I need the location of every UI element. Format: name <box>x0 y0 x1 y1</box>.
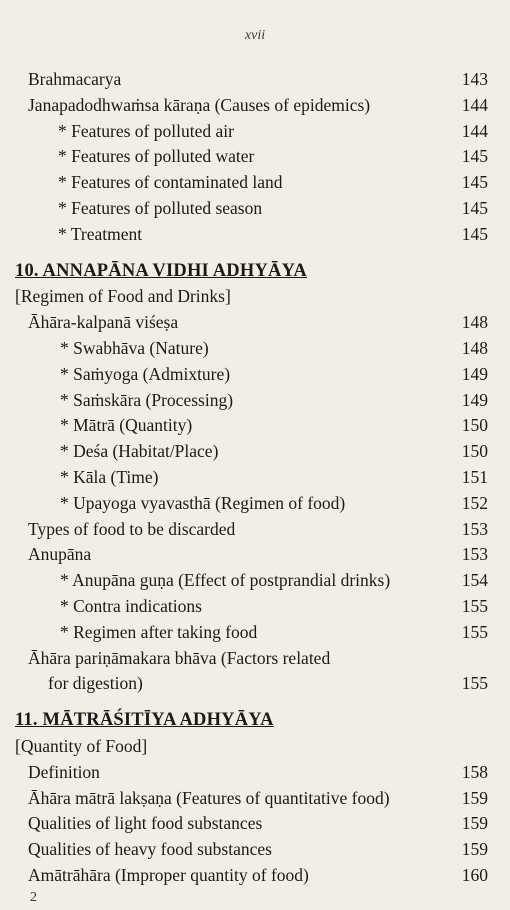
chapter-10-subtitle-row <box>0 284 510 310</box>
section-top-entries <box>0 67 510 248</box>
toc-entry <box>0 119 510 145</box>
toc-entry-page: 160 <box>461 864 488 885</box>
chapter-10-subtitle: [Regimen of Food and Drinks] <box>15 286 231 307</box>
toc-entry-page: 153 <box>461 518 488 539</box>
toc-entry-page: 155 <box>461 595 488 616</box>
toc-entry <box>0 93 510 119</box>
toc-entry-title: * Swabhāva (Nature) <box>60 337 209 358</box>
toc-entry-title: * Features of polluted water <box>58 146 255 167</box>
table-of-contents <box>0 67 510 889</box>
toc-entry-title: Āhāra pariṇāmakara bhāva (Factors related <box>28 647 331 668</box>
toc-entry <box>0 465 510 491</box>
toc-entry <box>0 760 510 786</box>
footer-mark: 2 <box>30 890 37 905</box>
toc-entry-title: Definition <box>28 761 100 782</box>
chapter-10-title: 10. ANNAPĀNA VIDHI ADHYĀYA <box>15 260 307 281</box>
toc-entry <box>0 811 510 837</box>
toc-entry-title: Amātrāhāra (Improper quantity of food) <box>28 864 309 885</box>
toc-entry-page: 144 <box>461 120 488 141</box>
toc-entry <box>0 170 510 196</box>
toc-entry-page: 152 <box>461 492 488 513</box>
toc-entry <box>0 196 510 222</box>
toc-entry <box>0 517 510 543</box>
toc-entry-title: * Regimen after taking food <box>60 621 258 642</box>
toc-entry-title: Āhāra-kalpanā viśeṣa <box>28 312 179 333</box>
toc-entry-title: * Features of polluted season <box>58 197 263 218</box>
toc-entry-page: 144 <box>461 94 488 115</box>
toc-entry <box>0 671 510 697</box>
toc-entry <box>0 439 510 465</box>
toc-entry-title: * Saṁyoga (Admixture) <box>60 363 231 384</box>
toc-entry-page: 143 <box>461 69 488 89</box>
toc-entry-title: * Anupāna guṇa (Effect of postprandial drinks) <box>60 570 391 591</box>
toc-entry <box>0 222 510 248</box>
toc-entry-page: 155 <box>461 621 488 642</box>
toc-entry-page: 150 <box>461 415 488 436</box>
toc-entry <box>0 837 510 863</box>
toc-entry <box>0 491 510 517</box>
toc-entry-title: * Features of polluted air <box>58 120 234 141</box>
chapter-10-entries <box>0 310 510 697</box>
toc-entry <box>0 863 510 889</box>
toc-entry-title: Types of food to be discarded <box>28 518 236 539</box>
toc-entry-page: 145 <box>461 146 488 167</box>
toc-entry-page: 148 <box>461 312 488 333</box>
toc-entry <box>0 568 510 594</box>
toc-entry <box>0 67 510 93</box>
toc-entry <box>0 144 510 170</box>
toc-entry-page: 154 <box>461 570 488 591</box>
toc-entry-title: Anupāna <box>28 544 92 565</box>
toc-entry-title: Āhāra mātrā lakṣaṇa (Features of quantitative food) <box>28 787 390 808</box>
toc-entry-title: Brahmacarya <box>28 69 122 89</box>
toc-entry-title: * Mātrā (Quantity) <box>60 415 193 436</box>
chapter-11-title: 11. MĀTRĀŚITĪYA ADHYĀYA <box>15 710 274 731</box>
toc-entry-page: 151 <box>461 466 488 487</box>
chapter-11-heading <box>0 708 510 734</box>
toc-entry-page: 145 <box>461 223 488 244</box>
toc-entry-title: * Upayoga vyavasthā (Regimen of food) <box>60 492 346 513</box>
toc-entry <box>0 362 510 388</box>
toc-entry-page: 148 <box>461 337 488 358</box>
toc-entry-title: * Deśa (Habitat/Place) <box>60 441 219 462</box>
toc-entry-page: 159 <box>461 839 488 860</box>
toc-entry-page: 149 <box>461 363 488 384</box>
toc-entry-page: 153 <box>461 544 488 565</box>
toc-entry-page: 145 <box>461 172 488 193</box>
toc-entry-page: 159 <box>461 813 488 834</box>
toc-entry <box>0 336 510 362</box>
toc-entry <box>0 786 510 812</box>
toc-entry-title: Janapadodhwaṁsa kāraṇa (Causes of epidemics) <box>28 94 371 115</box>
toc-entry-page: 145 <box>461 197 488 218</box>
toc-entry <box>0 646 510 672</box>
toc-entry <box>0 388 510 414</box>
page-number: xvii <box>244 28 266 43</box>
toc-entry-page: 159 <box>461 787 488 808</box>
toc-entry <box>0 413 510 439</box>
toc-entry-title: Qualities of light food substances <box>28 813 263 834</box>
chapter-11-entries <box>0 760 510 889</box>
toc-entry <box>0 620 510 646</box>
toc-entry <box>0 310 510 336</box>
toc-entry-title: * Kāla (Time) <box>60 466 159 487</box>
toc-entry-title: * Contra indications <box>60 595 202 616</box>
toc-entry-title: Qualities of heavy food substances <box>28 839 272 860</box>
chapter-11-subtitle: [Quantity of Food] <box>15 735 148 756</box>
toc-entry-title: for digestion) <box>48 673 143 694</box>
toc-entry-title: * Treatment <box>58 223 143 244</box>
toc-entry-page: 155 <box>461 673 488 694</box>
toc-entry-page: 149 <box>461 389 488 410</box>
toc-entry <box>0 594 510 620</box>
chapter-11-subtitle-row <box>0 734 510 760</box>
toc-entry-page: 158 <box>461 761 488 782</box>
toc-entry-title: * Features of contaminated land <box>58 172 283 193</box>
toc-entry-title: * Saṁskāra (Processing) <box>60 389 234 410</box>
toc-entry <box>0 542 510 568</box>
toc-entry-page: 150 <box>461 441 488 462</box>
chapter-10-heading <box>0 259 510 285</box>
